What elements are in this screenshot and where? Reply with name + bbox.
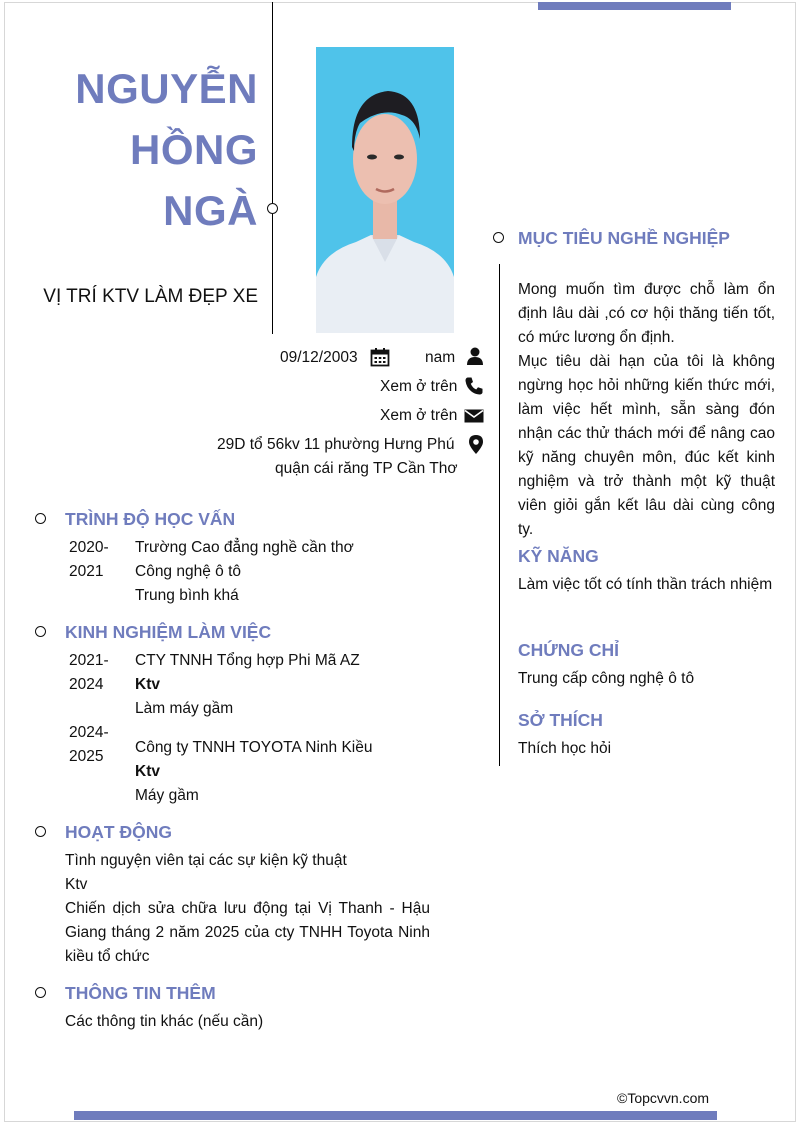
address-line-2: quận cái răng TP Cần Thơ [275,460,458,477]
experience-item-1 [135,649,360,721]
experience-2-role: Ktv [135,763,160,780]
activities-dot [35,826,46,837]
hobbies-text: Thích học hỏi [518,740,612,757]
top-accent-bar [538,2,731,10]
experience-1-desc: Làm máy gầm [135,700,234,717]
education-dot [35,513,46,524]
name-line-2: HỒNG [130,126,258,173]
skills-title: KỸ NĂNG [518,546,599,566]
person-icon [465,346,485,366]
experience-title: KINH NGHIỆM LÀM VIỆC [65,622,272,642]
right-column-line [499,264,500,766]
experience-2-desc: Máy gầm [135,787,199,804]
additional-dot [35,987,46,998]
experience-1-end: 2024 [69,676,104,693]
experience-1-company: CTY TNNH Tổng hợp Phi Mã AZ [135,652,360,669]
name-line-1: NGUYỄN [75,65,258,112]
address-line-1: 29D tổ 56kv 11 phường Hưng Phú [217,436,455,453]
experience-2-start: 2024- [69,724,109,741]
education-major: Công nghệ ô tô [135,563,242,580]
activity-line-3: Chiến dịch sửa chữa lưu động tại Vị Thanh - Hậu Giang tháng 2 năm 2025 của cty TNHH Toyota Ninh kiều tổ chức [65,900,430,965]
experience-dot [35,626,46,637]
header-divider-line [272,2,273,334]
candidate-name [75,58,258,241]
experience-period-1 [69,649,109,697]
email: Xem ở trên [380,407,458,424]
header-timeline-dot [267,203,278,214]
experience-2-end: 2025 [69,748,104,765]
education-school: Trường Cao đẳng nghề cần thơ [135,539,354,556]
certificates-text: Trung cấp công nghệ ô tô [518,670,695,687]
hobbies-title: SỞ THÍCH [518,710,603,730]
activity-line-2: Ktv [65,876,88,893]
activities-content [65,849,430,969]
footer-credit: ©Topcvvn.com [617,1090,710,1106]
education-period-end: 2021 [69,563,104,580]
gender: nam [425,349,456,366]
profile-photo [316,47,454,333]
experience-2-company: Công ty TNNH TOYOTA Ninh Kiều [135,739,373,756]
objective-para-2: Mục tiêu dài hạn của tôi là không ngừng học hỏi những kiến thức mới, làm việc hết mình, sẵn sàng đón nhận các thử thách mới để nâng cao kỹ năng chuyên môn, đúc kết kinh nghiệm và trở thành một kỹ thuật viên giỏi gắn kết lâu dài cùng công ty. [518,353,775,538]
experience-period-2 [69,721,109,769]
location-pin-icon [466,434,486,454]
education-title: TRÌNH ĐỘ HỌC VẤN [65,509,236,529]
experience-item-2 [135,736,372,808]
name-line-3: NGÀ [163,187,258,234]
date-of-birth: 09/12/2003 [280,349,358,366]
bottom-accent-bar [74,1111,717,1120]
experience-1-start: 2021- [69,652,109,669]
additional-text: Các thông tin khác (nếu cần) [65,1013,264,1030]
education-details [135,536,354,608]
job-position: VỊ TRÍ KTV LÀM ĐẸP XE [43,286,258,307]
experience-1-role: Ktv [135,676,160,693]
phone-icon [464,376,484,396]
education-period [69,536,109,584]
calendar-icon [370,347,390,367]
education-period-start: 2020- [69,539,109,556]
objective-para-1: Mong muốn tìm được chỗ làm ổn định lâu dài ,có cơ hội thăng tiến tốt, có mức lương ổn định. [518,281,775,346]
email-icon [464,406,484,426]
skills-text: Làm việc tốt có tính thần trách nhiệm [518,576,773,593]
education-grade: Trung bình khá [135,587,239,604]
certificates-title: CHỨNG CHỈ [518,640,620,660]
objective-title: MỤC TIÊU NGHỀ NGHIỆP [518,228,730,248]
objective-content [518,278,775,542]
phone: Xem ở trên [380,378,458,395]
activities-title: HOẠT ĐỘNG [65,822,172,842]
objective-dot [493,232,504,243]
additional-title: THÔNG TIN THÊM [65,983,216,1003]
activity-line-1: Tình nguyện viên tại các sự kiện kỹ thuật [65,852,347,869]
